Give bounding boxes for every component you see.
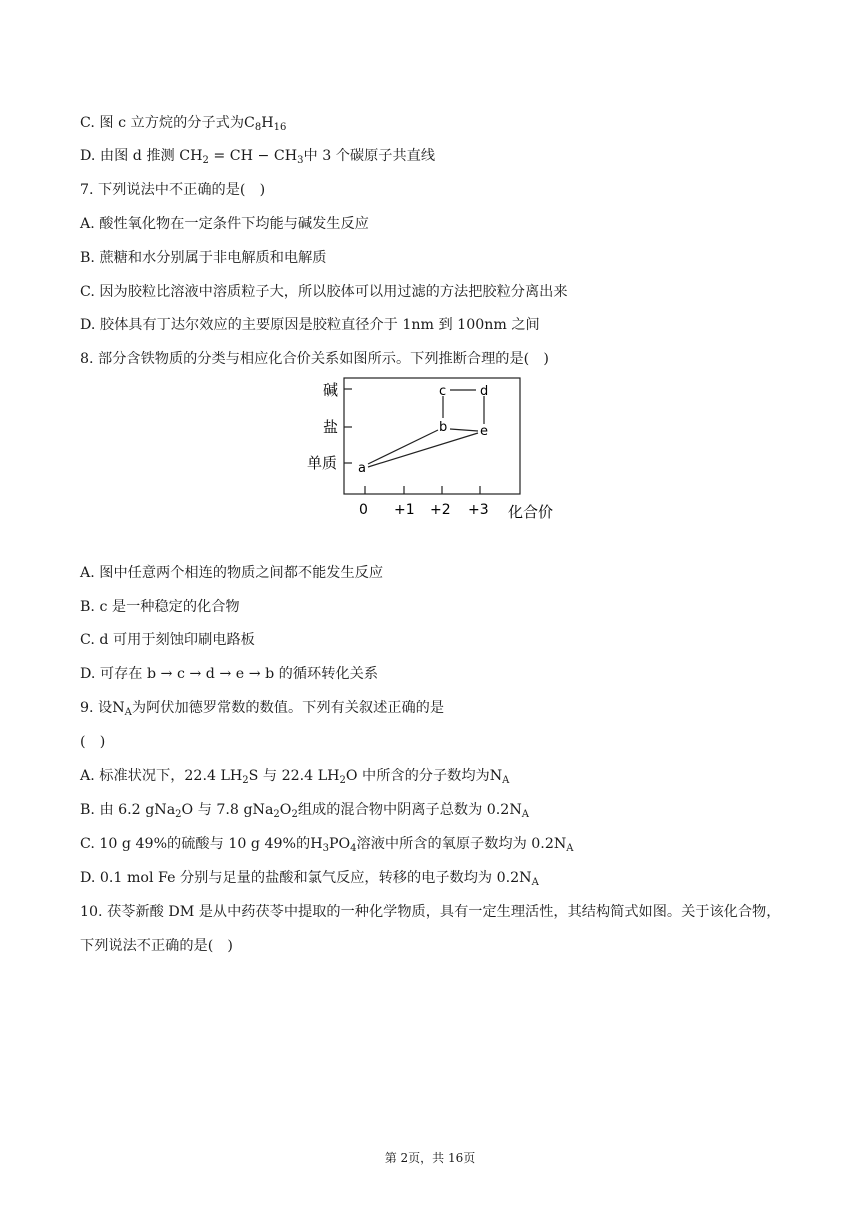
point-a: a	[358, 461, 366, 476]
question-9: 9. 设$N_A$为阿伏加德罗常数的数值。下列有关叙述正确的是	[80, 700, 445, 718]
x-label-1: +1	[394, 502, 415, 518]
option-9b: B. 由 6.2 gNa$_2$O 与 7.8 $gNa_2O_2$组成的混合物中阴离子总数为 $0.2N_A$	[80, 802, 529, 820]
option-7b: B. 蔗糖和水分别属于非电解质和电解质	[80, 250, 327, 266]
page-footer: 第 2页，共 16页	[384, 1151, 476, 1165]
x-axis-title: 化合价	[508, 503, 554, 521]
option-8b: B. c 是一种稳定的化合物	[80, 599, 240, 615]
x-label-0: 0	[359, 502, 368, 518]
y-label-element: 单质	[307, 454, 338, 472]
option-7c: C. 因为胶粒比溶液中溶质粒子大，所以胶体可以用过滤的方法把胶粒分离出来	[80, 284, 568, 300]
option-d-prev: D. 由图 d 推测 $CH_2$ = CH − $CH_3$中 3 个碳原子共直线	[80, 148, 436, 166]
point-d: d	[480, 384, 489, 399]
y-label-salt: 盐	[323, 418, 339, 436]
option-8a: A. 图中任意两个相连的物质之间都不能发生反应	[80, 565, 384, 581]
option-7a: A. 酸性氧化物在一定条件下均能与碱发生反应	[80, 216, 369, 232]
option-7c-prev: C. 图 c 立方烷的分子式为$C_8H_{16}$	[80, 115, 287, 133]
point-c: c	[439, 384, 447, 399]
option-8c: C. d 可用于刻蚀印刷电路板	[80, 632, 255, 648]
iron-valence-diagram	[300, 372, 570, 526]
question-10: 10. 茯苓新酸 DM 是从中药茯苓中提取的一种化学物质，具有一定生理活性，其结构简式如图。关于该化合物，下列说法不正确的是( )	[80, 904, 781, 954]
option-7d: D. 胶体具有丁达尔效应的主要原因是胶粒直径介于 1nm 到 100nm 之间	[80, 317, 540, 333]
option-9d: D. 0.1 mol Fe 分别与足量的盐酸和氯气反应，转移的电子数均为 $0.2N_A$	[80, 870, 539, 888]
x-label-2: +2	[430, 502, 451, 518]
x-label-3: +3	[468, 502, 489, 518]
point-e: e	[480, 424, 488, 439]
point-b: b	[439, 420, 448, 435]
option-9a: A. 标准状况下，22.4 $LH_2S$ 与 22.4 $LH_2O$ 中所含的分子数均为$N_A$	[80, 768, 510, 786]
y-label-base: 碱	[323, 381, 339, 399]
option-9c: C. 10 g 49%的硫酸与 10 g 49%的$H_3PO_4$溶液中所含的氧原子数均为 $0.2N_A$	[80, 836, 574, 854]
question-7: 7. 下列说法中不正确的是( )	[80, 182, 266, 198]
option-8d: D. 可存在 b → c → d → e → b 的循环转化关系	[80, 666, 379, 682]
question-8: 8. 部分含铁物质的分类与相应化合价关系如图所示。下列推断合理的是( )	[80, 351, 549, 367]
question-9-paren: ( )	[80, 734, 106, 750]
